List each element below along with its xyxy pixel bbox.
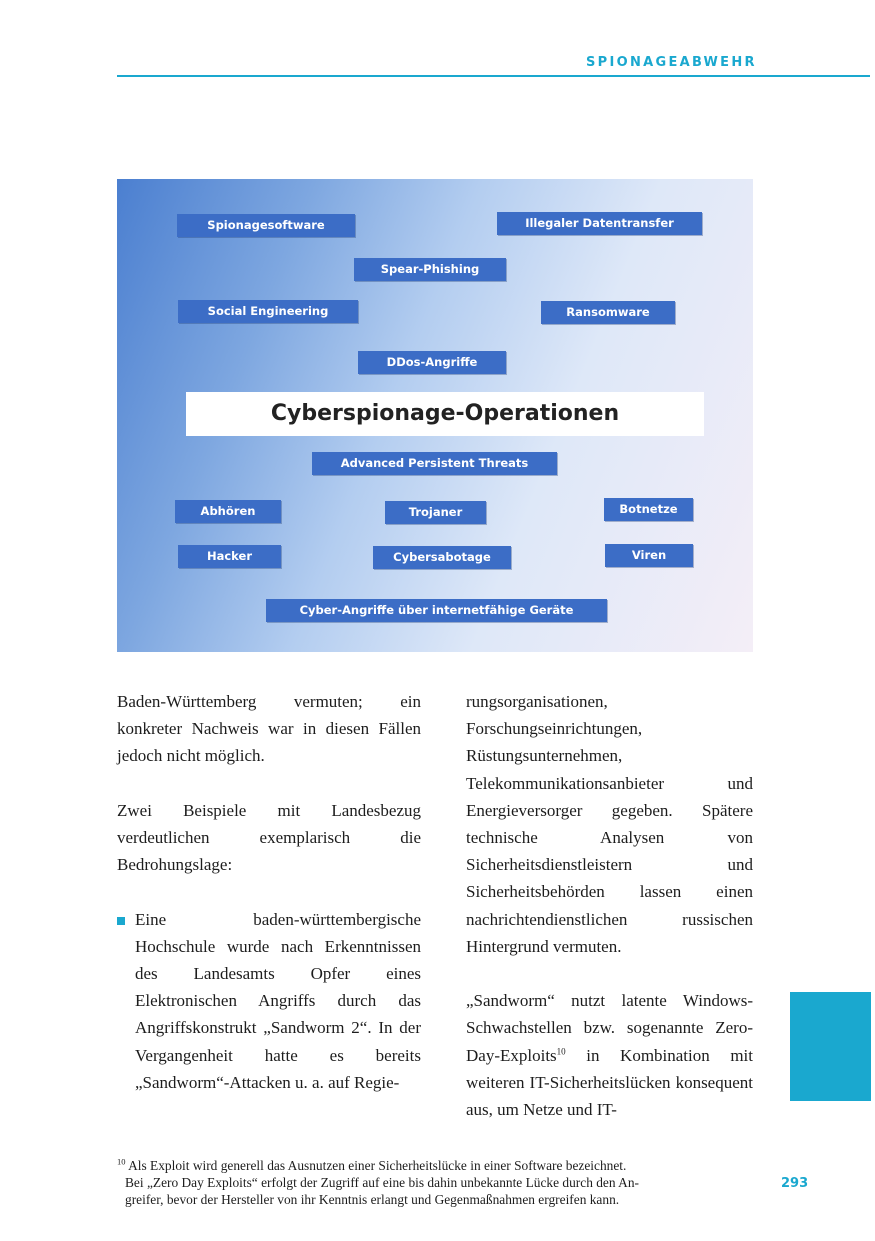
cyberspionage-figure [117, 179, 753, 652]
center-label: Cyberspionage-Operationen [186, 392, 704, 436]
paragraph: Zwei Beispiele mit Landesbezug verdeutlichen exemplarisch die Bedrohungslage: [117, 800, 421, 875]
bullet-square-icon [117, 917, 125, 925]
tag-abhoeren: Abhören [175, 500, 281, 523]
footnote [117, 1157, 757, 1208]
footnote-line: greifer, bevor der Hersteller von ihr Kenntnis erlangt und Gegenmaßnahmen ergreifen kann. [125, 1192, 620, 1207]
text-column-left [117, 688, 421, 1096]
running-head: SPIONAGEABWEHR [586, 55, 757, 70]
tag-cybersabotage: Cybersabotage [373, 546, 511, 569]
text-segment: in Kombination mit weiteren IT-Sicherheitslücken konsequent aus, um Netze und IT- [466, 1045, 753, 1120]
side-tab-marker [790, 992, 871, 1101]
page-number: 293 [781, 1176, 809, 1191]
tag-cyber-angriffe-iot: Cyber-Angriffe über internetfähige Geräte [266, 599, 607, 622]
paragraph: rungsorganisationen, Forschungseinrichtungen, Rüstungsunternehmen, Telekommunikationsanbieter und Energieversorger gegeben. Spätere technische Analysen von Sicherheitsdienstleistern und Sicherheitsbehörden lassen einen nachrichtendienstlichen russischen Hintergrund vermuten. [466, 692, 753, 956]
header-rule [117, 75, 870, 77]
bullet-text: Eine baden-württembergische Hochschule wurde nach Erkenntnissen des Landesamts Opfer eines Elektronischen Angriffs durch das Angriffskonstrukt „Sandworm 2“. In der Vergangenheit hatte es bereits „Sandworm“-Attacken u. a. auf Regie- [135, 909, 421, 1092]
footnote-reference[interactable]: 10 [556, 1045, 566, 1056]
bullet-item [117, 906, 421, 1096]
tag-illegaler-datentransfer: Illegaler Datentransfer [497, 212, 702, 235]
tag-viren: Viren [605, 544, 693, 567]
tag-spionagesoftware: Spionagesoftware [177, 214, 355, 237]
footnote-number: 10 [117, 1156, 126, 1167]
footnote-line: Bei „Zero Day Exploits“ erfolgt der Zugriff auf eine bis dahin unbekannte Lücke durch den An- [125, 1175, 640, 1190]
text-segment: „Sandworm“ nutzt latente Windows-Schwachstellen bzw. sogenannte Zero-Day-Exploits [466, 991, 753, 1065]
tag-social-engineering: Social Engineering [178, 300, 358, 323]
paragraph [466, 987, 753, 1123]
tag-ddos-angriffe: DDos-Angriffe [358, 351, 506, 374]
footnote-line: $^{10}$ Als Exploit wird generell das Ausnutzen einer Sicherheitslücke in einer Software bezeichnet. [117, 1156, 627, 1173]
text-column-right [466, 688, 753, 1123]
tag-botnetze: Botnetze [604, 498, 693, 521]
tag-trojaner: Trojaner [385, 501, 486, 524]
tag-hacker: Hacker [178, 545, 281, 568]
tag-ransomware: Ransomware [541, 301, 675, 324]
tag-advanced-persistent-threats: Advanced Persistent Threats [312, 452, 557, 475]
paragraph: Baden-Württemberg vermuten; ein konkreter Nachweis war in diesen Fällen jedoch nicht möglich. [117, 692, 421, 766]
tag-spear-phishing: Spear-Phishing [354, 258, 506, 281]
